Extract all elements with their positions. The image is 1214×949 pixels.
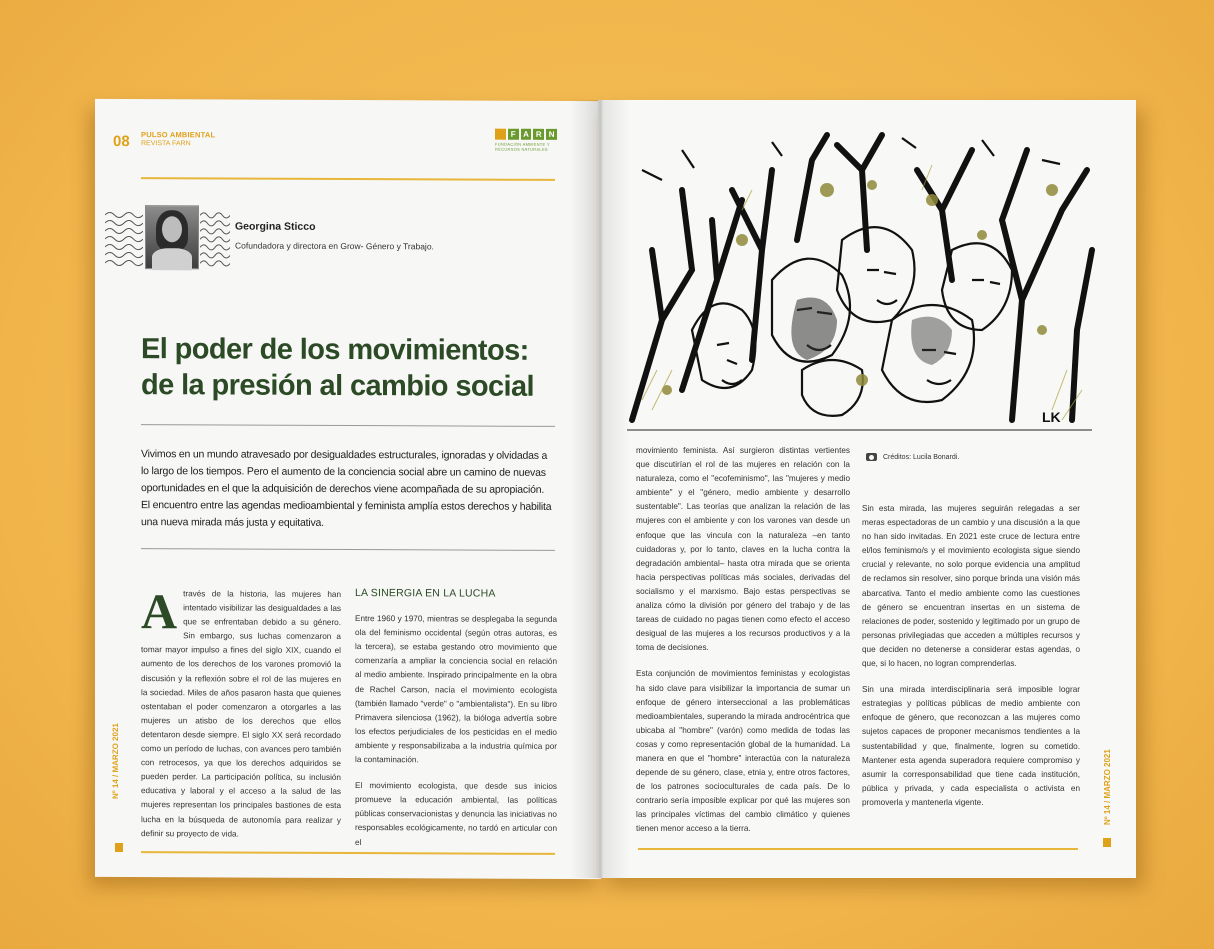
page-corner-mark-left: [115, 843, 123, 852]
right-column-1: [636, 444, 850, 837]
right-column-2: [862, 502, 1080, 810]
article-lead: Vivimos en un mundo atravesado por desigualdades estructurales, ignoradas y olvidadas a lo largo de los tiempos. Pero el aumento de la conciencia social abre un camino de nuevas oportunidades en el que la adquisición de derechos viene acompañada de su apropiación. El encuentro entre las agendas medioambiental y feminista amplía estos derechos y habilita una nueva mirada más justa y equitativa.: [141, 448, 552, 529]
header-rule: [141, 177, 555, 181]
wave-decoration-right-icon: [200, 209, 230, 269]
author-name: Georgina Sticco: [235, 220, 316, 233]
right-page: [598, 100, 1136, 878]
logo-letter: N: [546, 129, 557, 140]
left-column-1: [141, 583, 341, 842]
author-photo: [145, 205, 199, 269]
magazine-name: PULSO AMBIENTAL: [141, 130, 216, 140]
page-number: 08: [113, 132, 130, 151]
footer-rule-right: [638, 848, 1078, 850]
logo-tagline: FUNDACIÓN AMBIENTE Y RECURSOS NATURALES: [495, 141, 550, 152]
author-role: Cofundadora y directora en Grow- Género y Trabajo.: [235, 240, 434, 252]
right-column-1-paragraph-2: Esta conjunción de movimientos feministas y ecologistas ha sido clave para visibilizar la importancia de sumar un enfoque de género interseccional a las problemáticas medioambientales, superando la mirada androcéntrica que ubicaba al "hombre" (varón) como medida de todas las cosas y como representación global de la humanidad. La manera en que el "hombre" interactúa con la naturaleza depende de su género, clase, etnia y, entre otros factores, de los patrones socioculturales de cada país. De lo contrario sería imposible explicar por qué las mujeres son las principales víctimas del cambio climático y quienes tienen menor acceso a la tierra.: [636, 669, 850, 834]
logo-letter: F: [508, 129, 519, 140]
logo-letter: R: [533, 129, 544, 140]
right-column-2-paragraph-2: Sin una mirada interdisciplinaria será imposible lograr estrategias y políticas públicas de medio ambiente con enfoque de género, que reconozcan a las mujeres como sujetos capaces de proponer mecanismos tendientes a la sustentabilidad y que, finalmente, logren su cometido. Mantener esta agenda superadora requiere compromiso y asumir la corresponsabilidad que tiene cada institución, pública y privada, y cada especialista o activista en promoverla y mantenerla vigente.: [862, 685, 1080, 807]
magazine-subtitle: REVISTA FARN: [141, 140, 191, 148]
drop-cap: A: [141, 583, 178, 640]
logo-mark: [495, 129, 506, 140]
issue-label-left: Nº 14 / MARZO 2021: [111, 723, 120, 800]
photo-credit: [866, 453, 959, 461]
section-heading: LA SINERGIA EN LA LUCHA: [355, 587, 496, 600]
article-title: [141, 331, 561, 405]
logo-letter: A: [521, 129, 532, 140]
wave-decoration-left-icon: [105, 209, 143, 269]
column-2-paragraph-1: Entre 1960 y 1970, mientras se desplegaba la segunda ola del feminismo occidental (según otras autoras, es la tercera), se estaba gestando otro movimiento que comenzaría a ampliar la conciencia social en relación al medio ambiente. Inspirado principalmente en la obra de Rachel Carson, nacía el movimiento ecologista (también llamado "verde" o "ambientalista"). En su libro Primavera silenciosa (1962), la bióloga advertía sobre los efectos perjudiciales de los pesticidas en el medio ambiente y responsabilizaba a la industria química por la contaminación.: [355, 614, 557, 765]
lead-top-rule: [141, 424, 555, 427]
column-1-text: través de la historia, las mujeres han intentado visibilizar las desigualdades a las que se enfrentaban debido a su género. Sin embargo, sus luchas comenzaron a tomar mayor impulso a fines del siglo XIX, cuando el aumento de los derechos de los varones promovió la discusión y la reflexión sobre el rol de las mujeres en la sociedad. Miles de años pasaron hasta que quienes ostentaban el poder comenzaron a otorgarles a las mujeres un atisbo de los derechos que ellos detentaron desde siempre. El siglo XX será recordado como un período de luchas, con avances pero también con retrocesos, ya que los derechos adquiridos se pueden perder. La participación política, su inclusión educativa y laboral y el acceso a la salud de las mujeres representan los principales bastiones de esta lucha en la búsqueda de autonomía para realizar y definir su proyecto de vida.: [141, 589, 341, 839]
credit-text: Créditos: Lucila Bonardi.: [883, 453, 960, 461]
right-column-1-paragraph-1: movimiento feminista. Así surgieron distintas vertientes que discutirían el rol de las mujeres en relación con la naturaleza, como el "ecofeminismo", las "mujeres y medio ambiente" y el "género, medio ambiente y desarrollo sustentable". Las teorías que analizan la relación de las mujeres con el ambiente y con los varones van desde un enfoque que las vincula con la naturaleza –en tanto cuidadoras y, por lo tanto, claves en la lucha contra la degradación ambiental– hasta otra mirada que se orienta hacia perspectivas políticas más sociales, derivadas del socialismo y el marxismo. Bajo estas perspectivas se analiza cómo la división por género del trabajo y de las tareas de cuidado no pagas tienen como efecto el acceso desigual de las mujeres a los recursos productivos y a la toma de decisiones.: [636, 446, 850, 653]
footer-rule-left: [141, 851, 555, 855]
title-line-1: El poder de los movimientos:: [141, 333, 529, 367]
lead-bottom-rule: [141, 548, 555, 551]
illustration-signature: LK: [1042, 409, 1061, 425]
column-2-paragraph-2: El movimiento ecologista, que desde sus inicios promueve la educación ambiental, las políticas públicas conservacionistas y denuncia las iniciativas no responsables ecológicamente, no tardó en articular con el: [355, 781, 557, 847]
issue-label-right: Nº 14 / MARZO 2021: [1103, 749, 1112, 825]
left-column-2: [355, 586, 557, 850]
illustration: [622, 130, 1097, 432]
camera-icon: [866, 453, 877, 461]
page-corner-mark-right: [1103, 838, 1111, 847]
title-line-2: de la presión al cambio social: [141, 369, 534, 403]
farn-logo: [495, 129, 557, 155]
right-column-2-paragraph-1: Sin esta mirada, las mujeres seguirán relegadas a ser meras espectadoras de un cambio y una discusión a la que no han sido invitadas. En 2021 este cruce de lectura entre el/los feminismo/s y el movimiento ecologista sigue siendo crucial y relevante, no solo porque evidencia una amplitud de reclamos sin resolver, sino porque brinda una visión más abarcativa. Tanto el medio ambiente como las cuestiones de género se encuentran insertas en un sistema de relaciones de poder, sostenido y legitimado por un grupo de personas privilegiadas que acceden a múltiples recursos y que deciden no detenerse a considerar estas agendas, o que, si lo hacen, no logran comprenderlas.: [862, 504, 1080, 669]
left-page: [95, 99, 601, 879]
